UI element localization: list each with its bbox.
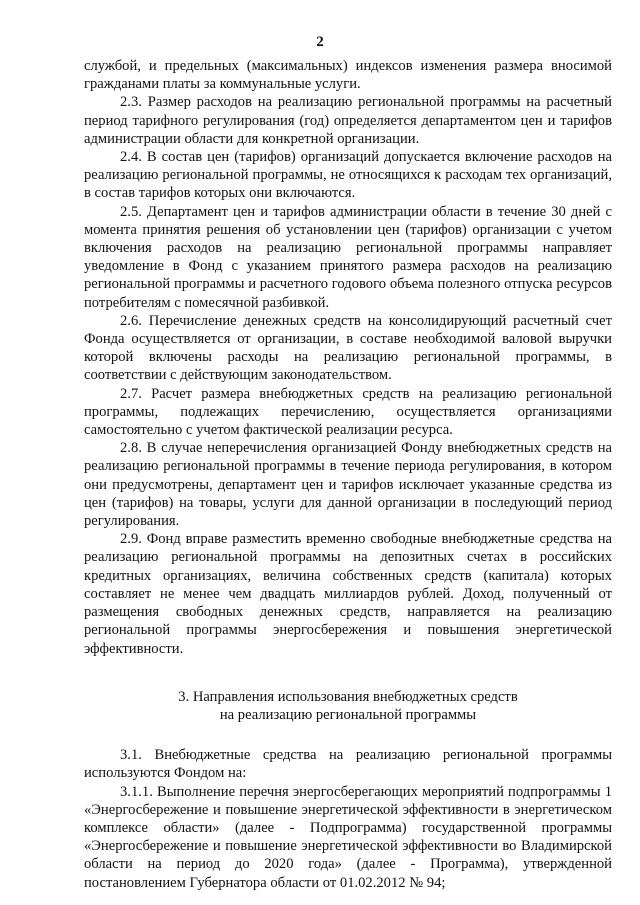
paragraph-3-1: 3.1. Внебюджетные средства на реализацию региональной программы используются Фондом на: [84,747,612,782]
paragraph-2-5: 2.5. Департамент цен и тарифов администрации области в течение 30 дней с момента принятия решения об установлении цен (тарифов) организации с учетом включения расходов на реализацию региональной программы направляет уведомление в Фонд с указанием принятого размера расходов на реализацию региональной программы и расчетного годового объема полезного отпуска ресурсов потребителям с помесячной разбивкой. [84,203,612,311]
document-body [84,57,612,892]
page-number: 2 [316,34,324,50]
section-3-heading-line-2: на реализацию региональной программы [219,706,477,723]
section-3-heading-line-1: 3. Направления использования внебюджетных средств [178,688,518,705]
paragraph-2-4: 2.4. В состав цен (тарифов) организаций допускается включение расходов на реализацию региональной программы, не относящихся к расходам тех организаций, в состав тарифов которых они включаются. [84,149,612,202]
paragraph-3-1-1: 3.1.1. Выполнение перечня энергосберегающих мероприятий подпрограммы 1 «Энергосбережение и повышение энергетической эффективности в энергетическом комплексе области» (далее - Подпрограмма) государственной программы «Энергосбережение и повышение энергетической эффективности во Владимирской области на период до 2020 года» (далее - Программа), утвержденной постановлением Губернатора области от 01.02.2012 № 94; [84,783,612,891]
paragraph-continuation: службой, и предельных (максимальных) индексов изменения размера вносимой гражданами платы за коммунальные услуги. [84,58,612,93]
paragraph-2-6: 2.6. Перечисление денежных средств на консолидирующий расчетный счет Фонда осуществляется от организации, в составе необходимой валовой выручки которой включены расходы на реализацию региональной программы, в соответствии с действующим законодательством. [84,312,612,384]
section-3-heading [84,688,612,724]
paragraph-2-8: 2.8. В случае неперечисления организацией Фонду внебюджетных средств на реализацию региональной программы в течение периода регулирования, в котором они предусмотрены, департамент цен и тарифов исключает указанные средства из цен (тарифов) на товары, услуги для данной организации в последующий период регулирования. [84,440,612,530]
paragraph-2-3: 2.3. Размер расходов на реализацию региональной программы на расчетный период тарифного регулирования (год) определяется департаментом цен и тарифов администрации области для конкретной организации. [84,94,612,147]
paragraph-2-9: 2.9. Фонд вправе разместить временно свободные внебюджетные средства на реализацию региональной программы на депозитных счетах в российских кредитных организациях, величина собственных средств (капитала) которых составляет не менее чем двадцать миллиардов рублей. Доход, полученный от размещения свободных денежных средств, направляется на реализацию региональной программы энергосбережения и повышения энергетической эффективности. [84,531,612,657]
paragraph-2-7: 2.7. Расчет размера внебюджетных средств на реализацию региональной программы, подлежащих перечислению, осуществляется организациями самостоятельно с учетом фактической реализации ресурса. [84,385,612,439]
